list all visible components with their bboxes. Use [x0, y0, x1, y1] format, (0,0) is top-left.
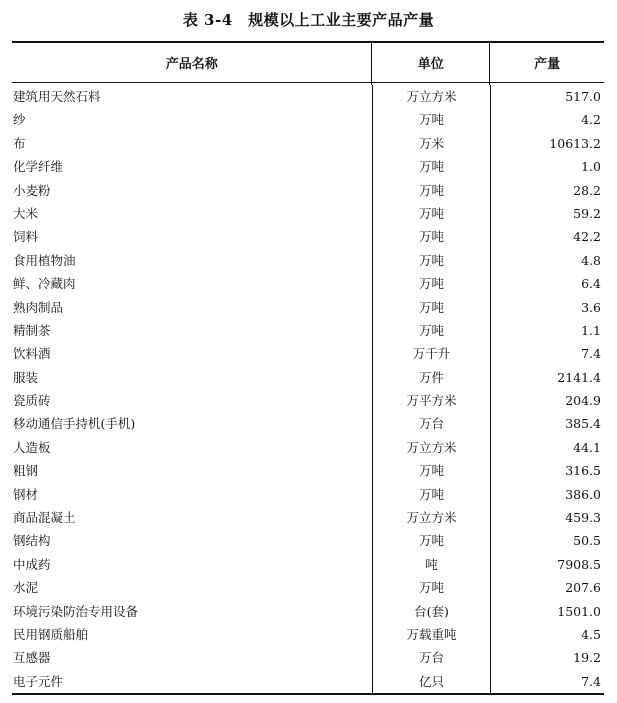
table-row: [12, 179, 604, 202]
table-row: [12, 272, 604, 295]
table-row: [12, 623, 604, 646]
output-cell: 7.4: [490, 342, 604, 365]
output-cell: 28.2: [490, 179, 604, 202]
unit-cell: 台(套): [372, 600, 490, 623]
unit-cell: 万台: [372, 412, 490, 435]
product-name-cell: 水泥: [13, 580, 39, 596]
output-cell: 204.9: [490, 389, 604, 412]
output-cell: 1.1: [490, 319, 604, 342]
output-cell: 10613.2: [490, 132, 604, 155]
product-name-cell: 粗钢: [13, 463, 39, 479]
product-name-cell: 精制茶: [13, 322, 51, 338]
output-cell: 59.2: [490, 202, 604, 225]
product-name-cell: 纱: [13, 112, 26, 128]
table-row: [12, 506, 604, 529]
unit-cell: 万千升: [372, 342, 490, 365]
output-cell: 459.3: [490, 506, 604, 529]
table-row: [12, 412, 604, 435]
output-cell: 517.0: [490, 85, 604, 108]
output-cell: 7908.5: [490, 553, 604, 576]
product-output-table: [12, 41, 604, 695]
unit-cell: 万米: [372, 132, 490, 155]
unit-cell: 万吨: [372, 155, 490, 178]
header-output: 产量: [489, 43, 604, 82]
output-cell: 1.0: [490, 155, 604, 178]
product-name-cell: 民用钢质船舶: [13, 626, 89, 642]
unit-cell: 万立方米: [372, 436, 490, 459]
output-cell: 19.2: [490, 646, 604, 669]
table-row: [12, 225, 604, 248]
product-name-cell: 电子元件: [13, 673, 64, 689]
unit-cell: 万吨: [372, 249, 490, 272]
product-name-cell: 人造板: [13, 439, 51, 455]
unit-cell: 万立方米: [372, 85, 490, 108]
table-row: [12, 132, 604, 155]
unit-cell: 万吨: [372, 296, 490, 319]
unit-cell: 万吨: [372, 272, 490, 295]
table-row: [12, 529, 604, 552]
table-row: [12, 296, 604, 319]
table-row: [12, 553, 604, 576]
table-row: [12, 670, 604, 693]
product-name-cell: 化学纤维: [13, 159, 64, 175]
table-row: [12, 483, 604, 506]
product-name-cell: 大米: [13, 205, 39, 221]
table-row: [12, 576, 604, 599]
unit-cell: 万吨: [372, 483, 490, 506]
table-row: [12, 342, 604, 365]
output-cell: 6.4: [490, 272, 604, 295]
unit-cell: 万吨: [372, 459, 490, 482]
output-cell: 4.5: [490, 623, 604, 646]
table-body: [12, 85, 604, 693]
product-name-cell: 鲜、冷藏肉: [13, 276, 76, 292]
product-name-cell: 小麦粉: [13, 182, 51, 198]
unit-cell: 万台: [372, 646, 490, 669]
table-title: 表 3-4 规模以上工业主要产品产量: [182, 11, 435, 29]
output-cell: 4.8: [490, 249, 604, 272]
output-cell: 4.2: [490, 108, 604, 131]
unit-cell: 万载重吨: [372, 623, 490, 646]
product-name-cell: 移动通信手持机(手机): [13, 416, 136, 432]
unit-cell: 万件: [372, 366, 490, 389]
output-cell: 1501.0: [490, 600, 604, 623]
unit-cell: 亿只: [372, 670, 490, 693]
output-cell: 44.1: [490, 436, 604, 459]
product-name-cell: 饮料酒: [13, 346, 51, 362]
table-row: [12, 249, 604, 272]
table-row: [12, 85, 604, 108]
table-row: [12, 600, 604, 623]
product-name-cell: 熟肉制品: [13, 299, 64, 315]
header-unit: 单位: [371, 43, 489, 82]
product-name-cell: 建筑用天然石料: [13, 89, 101, 104]
table-row: [12, 108, 604, 131]
product-name-cell: 中成药: [13, 556, 51, 572]
table-row: [12, 436, 604, 459]
unit-cell: 万吨: [372, 319, 490, 342]
unit-cell: 万吨: [372, 179, 490, 202]
output-cell: 316.5: [490, 459, 604, 482]
table-row: [12, 459, 604, 482]
product-name-cell: 瓷质砖: [13, 393, 51, 409]
output-cell: 50.5: [490, 529, 604, 552]
unit-cell: 万立方米: [372, 506, 490, 529]
product-name-cell: 布: [13, 135, 26, 151]
unit-cell: 万吨: [372, 225, 490, 248]
unit-cell: 万吨: [372, 529, 490, 552]
table-row: [12, 389, 604, 412]
product-name-cell: 钢材: [13, 486, 39, 502]
output-cell: 385.4: [490, 412, 604, 435]
product-name-cell: 食用植物油: [13, 252, 76, 268]
unit-cell: 万吨: [372, 108, 490, 131]
product-name-cell: 服装: [13, 369, 39, 385]
table-row: [12, 155, 604, 178]
product-name-cell: 钢结构: [13, 533, 51, 549]
product-name-cell: 环境污染防治专用设备: [13, 603, 139, 619]
output-cell: 386.0: [490, 483, 604, 506]
unit-cell: 万平方米: [372, 389, 490, 412]
output-cell: 42.2: [490, 225, 604, 248]
output-cell: 207.6: [490, 576, 604, 599]
product-name-cell: 饲料: [13, 229, 39, 245]
table-row: [12, 319, 604, 342]
output-cell: 3.6: [490, 296, 604, 319]
table-header: [12, 43, 604, 83]
table-row: [12, 202, 604, 225]
unit-cell: 吨: [372, 553, 490, 576]
unit-cell: 万吨: [372, 202, 490, 225]
table-row: [12, 646, 604, 669]
output-cell: 7.4: [490, 670, 604, 693]
table-row: [12, 366, 604, 389]
product-name-cell: 互感器: [13, 650, 51, 666]
output-cell: 2141.4: [490, 366, 604, 389]
product-name-cell: 商品混凝土: [13, 510, 76, 526]
header-product-name: 产品名称: [165, 57, 218, 72]
unit-cell: 万吨: [372, 576, 490, 599]
